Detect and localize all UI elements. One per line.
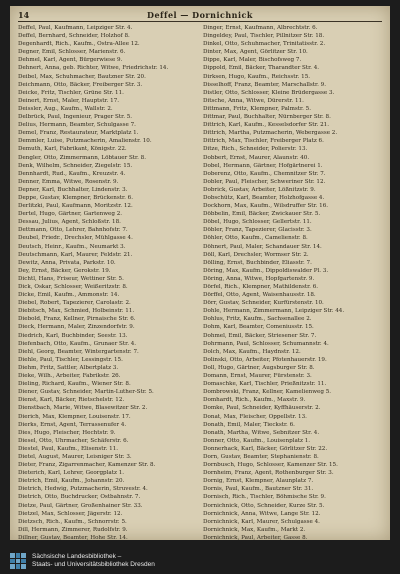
directory-entry: Doll, Hugo, Gärtner, Augsburger Str. 8. bbox=[203, 364, 315, 371]
directory-page bbox=[10, 6, 390, 540]
directory-entry: Donath, Martha, Witwe, Sebnitzer Str. 4. bbox=[203, 429, 320, 436]
directory-entry: Derlitzki, Paul, Kaufmann, Moritzstr. 12. bbox=[18, 203, 133, 210]
directory-entry: Dornbusch, Hugo, Schlosser, Kamenzer Str. 15. bbox=[203, 462, 338, 469]
directory-entry: Deissler, Aug., Kaufm., Wallstr. 2. bbox=[18, 105, 113, 112]
directory-entry: Dobrick, Gustav, Arbeiter, Lößnitzstr. 9. bbox=[203, 186, 316, 193]
directory-entry: Deppe, Gustav, Klempner, Brückenstr. 6. bbox=[18, 194, 133, 201]
directory-entry: Dornisch, Rich., Tischler, Böhmische Str. 9. bbox=[203, 494, 326, 501]
directory-entry: Dietze, Paul, Gärtner, Großenhainer Str. 33. bbox=[18, 502, 143, 509]
directory-entry: Delbrück, Paul, Ingenieur, Prager Str. 5. bbox=[18, 114, 133, 121]
directory-entry: Dinger, Ernst, Kaufmann, Albrechtstr. 6. bbox=[203, 25, 318, 31]
directory-entry: Dietzsch, Rich., Kaufm., Schnorrstr. 5. bbox=[18, 518, 127, 525]
directory-entry: Dichtl, Hans, Friseur, Wettiner Str. 5. bbox=[18, 275, 124, 282]
directory-entry: Dombrowski, Franz, Kellner, Kamelienweg 5. bbox=[203, 389, 332, 396]
directory-entry: Demel, Franz, Restaurateur, Marktplatz 1. bbox=[18, 130, 139, 137]
directory-entry: Dietzel, Max, Schlosser, Jägerstr. 12. bbox=[18, 510, 123, 517]
directory-entry: Dennhardt, Rud., Kaufm., Kreuzstr. 4. bbox=[18, 170, 126, 177]
directory-entry: Dietrich, Hedwig, Putzmacherin, Struvestr. 4. bbox=[18, 486, 148, 493]
directory-entry: Domann, Ernst, Maurer, Fürstenstr. 3. bbox=[203, 373, 312, 380]
directory-entry: Dippe, Karl, Maler, Bischofsweg 7. bbox=[203, 57, 302, 64]
directory-entry: Demuth, Karl, Fabrikant, Königstr. 22. bbox=[18, 146, 127, 153]
directory-entry: Disselhoff, Franz, Beamter, Marschallstr. 9. bbox=[203, 81, 326, 88]
directory-entry: Dobler, Paul, Fleischer, Schweriner Str. 12. bbox=[203, 178, 326, 185]
directory-entry: Dolch, Max, Kaufm., Haydnstr. 12. bbox=[203, 348, 301, 355]
directory-entry: Deutsch, Heinr., Kaufm., Neumarkt 3. bbox=[18, 243, 126, 250]
credit-line-2: Staats- und Universitätsbibliothek Dresden bbox=[32, 561, 155, 568]
directory-entry: Diefenbach, Otto, Kaufm., Grunaer Str. 4. bbox=[18, 340, 137, 347]
directory-entry: Dohlus, Fritz, Kaufm., Sachsenallee 2. bbox=[203, 316, 312, 323]
directory-entry: Dicke, Emil, Kaufm., Ammonstr. 14. bbox=[18, 292, 120, 299]
directory-entry: Dessau, Julius, Agent, Schloßstr. 18. bbox=[18, 219, 121, 226]
directory-entry: Denk, Wilhelm, Schneider, Ziegelstr. 15. bbox=[18, 162, 133, 169]
directory-entry: Deinert, Ernst, Maler, Hauptstr. 17. bbox=[18, 97, 120, 104]
directory-entry: Dieterich, Karl, Lehrer, Georgplatz 1. bbox=[18, 470, 125, 477]
directory-entry: Dobel, Hermann, Gärtner, Hofgärtnerei 1. bbox=[203, 162, 323, 169]
directory-entry: Dewitz, Anna, Privata, Parkstr. 10. bbox=[18, 259, 116, 266]
directory-entry: Döbler, Franz, Tapezierer, Glacisstr. 3. bbox=[203, 227, 312, 234]
directory-entry: Doberenz, Otto, Kaufm., Chemnitzer Str. 7. bbox=[203, 170, 326, 177]
directory-entry: Dornheim, Franz, Agent, Rothenburger Str. 3. bbox=[203, 470, 334, 477]
directory-entry: Dornichnick, Anna, Witwe, Lange Str. 12. bbox=[203, 510, 321, 517]
directory-entry: Döhler, Otto, Kaufm., Camelienstr. 8. bbox=[203, 235, 308, 242]
footer-bar bbox=[0, 543, 400, 574]
directory-entry: Dengler, Otto, Zimmermann, Löbtauer Str. 8. bbox=[18, 154, 147, 161]
directory-columns bbox=[18, 24, 382, 541]
directory-entry: Denner, Emma, Witwe, Rosenstr. 9. bbox=[18, 178, 119, 185]
directory-entry: Dohm, Karl, Beamter, Comeniusstr. 15. bbox=[203, 324, 314, 331]
directory-entry: Ditsche, Anna, Witwe, Dürerstr. 11. bbox=[203, 97, 304, 104]
directory-entry: Dehmel, Karl, Agent, Bürgerwiese 9. bbox=[18, 57, 123, 64]
directory-entry: Dieke, Wilh., Arbeiter, Fabrikstr. 26. bbox=[18, 373, 121, 380]
directory-entry: Dieter, Franz, Zigarrenmacher, Kamenzer Str. 8. bbox=[18, 462, 156, 469]
directory-entry: Degner, Emil, Schlosser, Marienstr. 6. bbox=[18, 49, 126, 56]
directory-entry: Deutschmann, Karl, Maurer, Feldstr. 21. bbox=[18, 251, 133, 258]
directory-entry: Dittrich, Karl, Kaufm., Kesselsdorfer Str. 21. bbox=[203, 122, 329, 129]
directory-entry: Dockhorn, Max, Kaufm., Wilsdruffer Str. 16. bbox=[203, 203, 329, 210]
directory-entry: Dierich, Max, Klempner, Louisenstr. 17. bbox=[18, 413, 131, 420]
directory-entry: Dittmann, Fritz, Klempner, Palmstr. 5. bbox=[203, 105, 311, 112]
directory-entry: Dörr, Gustav, Schneider, Kurfürstenstr. 10. bbox=[203, 300, 324, 307]
directory-entry: Döring, Max, Kaufm., Dippoldiswalder Pl. 3. bbox=[203, 267, 329, 274]
directory-entry: Döring, Anna, Witwe, Hopfgartenstr. 9. bbox=[203, 275, 315, 282]
directory-entry: Dehnert, Anna, geb. Richter, Witwe, Friedrichstr. 14. bbox=[18, 65, 169, 72]
directory-entry: Diehl, Georg, Beamter, Wintergartenstr. 7. bbox=[18, 348, 139, 355]
directory-entry: Depner, Karl, Buchhalter, Lindenstr. 3. bbox=[18, 186, 128, 193]
directory-entry: Dies, Hugo, Fleischer, Hechtstr. 9. bbox=[18, 429, 116, 436]
directory-entry: Dienstbach, Marie, Witwe, Blasewitzer Str. 2. bbox=[18, 405, 148, 412]
directory-entry: Demmler, Luise, Putzmacherin, Amalienstr. 10. bbox=[18, 138, 152, 145]
directory-entry: Delius, Hermann, Beamter, Schulgasse 7. bbox=[18, 122, 136, 129]
directory-entry: Diedrich, Karl, Buchbinder, Seestr. 13. bbox=[18, 332, 128, 339]
directory-entry: Domhardt, Rich., Kaufm., Maxstr. 9. bbox=[203, 397, 306, 404]
directory-entry: Ditze, Rich., Schneider, Polierstr. 13. bbox=[203, 146, 308, 153]
directory-entry: Dörfel, Rich., Klempner, Mathildenstr. 6. bbox=[203, 284, 319, 290]
left-column bbox=[18, 24, 197, 541]
directory-entry: Dornis, Paul, Kaufm., Bautzner Str. 31. bbox=[203, 486, 314, 493]
directory-entry: Dettmann, Otto, Lehrer, Bahnhofstr. 7. bbox=[18, 227, 128, 234]
directory-entry: Deicke, Fritz, Tischler, Grüne Str. 11. bbox=[18, 89, 124, 96]
directory-entry: Deffel, Bernhard, Schneider, Holzhof 8. bbox=[18, 33, 130, 40]
credit-line-1: Sächsische Landesbibliothek – bbox=[32, 553, 122, 560]
directory-entry: Dornichnick, Max, Kaufm., Markt 2. bbox=[203, 526, 306, 533]
directory-entry: Dittrich, Martha, Putzmacherin, Webergasse 2. bbox=[203, 130, 338, 137]
directory-entry: Dieling, Richard, Kaufm., Wiener Str. 8. bbox=[18, 381, 131, 388]
directory-entry: Dertel, Hugo, Gärtner, Gartenweg 2. bbox=[18, 211, 123, 218]
directory-entry: Dienst, Karl, Bäcker, Rietschelstr. 12. bbox=[18, 397, 125, 404]
directory-entry: Dobschütz, Karl, Beamter, Holzhofgasse 4. bbox=[203, 194, 325, 201]
directory-entry: Döbel, Hugo, Schlosser, Gellertstr. 11. bbox=[203, 219, 312, 226]
directory-entry: Distler, Otto, Schlosser, Kleine Brüdergasse 3. bbox=[203, 89, 335, 96]
directory-entry: Dornichnick, Karl, Maurer, Schulgasse 4. bbox=[203, 518, 320, 525]
directory-entry: Dohrmann, Paul, Schlosser, Schumannstr. 4. bbox=[203, 340, 329, 347]
directory-entry: Dorn, Gustav, Beamter, Stephanienstr. 8. bbox=[203, 453, 319, 460]
directory-entry: Dornig, Ernst, Klempner, Alaunplatz 7. bbox=[203, 478, 314, 485]
directory-entry: Diebold, Franz, Kellner, Pirnaische Str. 6. bbox=[18, 316, 136, 323]
directory-entry: Domke, Paul, Schneider, Kyffhäuserstr. 2. bbox=[203, 405, 321, 412]
running-head: Deffel — Dornichnick bbox=[147, 10, 253, 20]
directory-entry: Dey, Ernst, Bäcker, Gerokstr. 19. bbox=[18, 267, 111, 274]
directory-entry: Dippold, Emil, Bäcker, Tharandter Str. 4. bbox=[203, 65, 320, 72]
directory-entry: Dietrich, Otto, Buchdrucker, Ostbahnstr. 7. bbox=[18, 494, 141, 501]
directory-entry: Deffel, Paul, Kaufmann, Leipziger Str. 4. bbox=[18, 25, 133, 31]
directory-entry: Dillner, Gustav, Beamter, Hohe Str. 14. bbox=[18, 534, 128, 541]
library-logo-icon bbox=[10, 553, 26, 569]
directory-entry: Dick, Oskar, Schlosser, Weißeritzstr. 8. bbox=[18, 284, 128, 290]
directory-entry: Döhnert, Paul, Maler, Schandauer Str. 14. bbox=[203, 243, 322, 250]
directory-entry: Dietel, August, Maurer, Leisniger Str. 3. bbox=[18, 453, 132, 460]
directory-entry: Diehle, Paul, Tischler, Lessingstr. 15. bbox=[18, 356, 123, 363]
directory-entry: Dittmar, Paul, Buchhalter, Nürnberger Str. 8. bbox=[203, 114, 331, 121]
directory-entry: Domaschke, Karl, Tischler, Prießnitzstr. 11. bbox=[203, 381, 327, 388]
directory-entry: Dolinski, Otto, Arbeiter, Pfotenhauerstr. 19. bbox=[203, 356, 327, 363]
directory-entry: Diestel, Paul, Kaufm., Elisenstr. 11. bbox=[18, 445, 119, 452]
directory-entry: Donath, Emil, Maler, Tieckstr. 6. bbox=[203, 421, 295, 428]
directory-entry: Dornichnick, Otto, Schneider, Kurze Str. 5. bbox=[203, 502, 325, 509]
directory-entry: Donnerhack, Karl, Bäcker, Görlitzer Str. 22. bbox=[203, 445, 328, 452]
directory-entry: Dieck, Hermann, Maler, Zinzendorfstr. 9. bbox=[18, 324, 135, 331]
right-column bbox=[203, 24, 382, 541]
directory-entry: Dirksen, Hugo, Kaufm., Reichsstr. 15. bbox=[203, 73, 311, 80]
directory-entry: Dornichnick, Paul, Arbeiter, Gasse 8. bbox=[203, 534, 308, 541]
directory-entry: Dörffel, Otto, Agent, Waisenhausstr. 18. bbox=[203, 292, 316, 299]
directory-entry: Diesel, Otto, Uhrmacher, Schäferstr. 6. bbox=[18, 437, 129, 444]
directory-entry: Donner, Otto, Kaufm., Louisenplatz 1. bbox=[203, 437, 311, 444]
directory-entry: Diehm, Fritz, Sattler, Albertplatz 3. bbox=[18, 364, 119, 371]
directory-entry: Dohmel, Emil, Bäcker, Striesener Str. 7. bbox=[203, 332, 317, 339]
page-number: 14 bbox=[18, 10, 30, 20]
directory-entry: Diebel, Robert, Tapezierer, Carolastr. 2. bbox=[18, 300, 131, 307]
directory-entry: Dohle, Hermann, Zimmermann, Leipziger Str. 44. bbox=[203, 308, 345, 315]
directory-entry: Donat, Max, Fleischer, Oppellstr. 13. bbox=[203, 413, 307, 420]
directory-entry: Dill, Hermann, Zimmerer, Rudolfstr. 9. bbox=[18, 526, 128, 533]
directory-entry: Döbbelin, Emil, Bäcker, Zwickauer Str. 5. bbox=[203, 211, 321, 218]
directory-entry: Dölling, Ernst, Buchbinder, Eliasstr. 7. bbox=[203, 259, 312, 266]
directory-entry: Dobbert, Ernst, Maurer, Alaunstr. 40. bbox=[203, 154, 310, 161]
directory-entry: Deichmann, Otto, Bäcker, Freiberger Str. 3. bbox=[18, 81, 143, 88]
directory-entry: Dittrich, Max, Tischler, Freiberger Platz 6. bbox=[203, 138, 324, 145]
directory-entry: Dinter, Max, Agent, Görlitzer Str. 10. bbox=[203, 49, 308, 56]
directory-entry: Dinkel, Otto, Schuhmacher, Trinitatisstr. 2. bbox=[203, 41, 326, 48]
directory-entry: Döll, Karl, Drechsler, Wormser Str. 2. bbox=[203, 251, 309, 258]
directory-entry: Diebitsch, Max, Schmied, Holbeinstr. 11. bbox=[18, 308, 135, 315]
directory-entry: Deibel, Max, Schuhmacher, Bautzner Str. 20. bbox=[18, 73, 146, 80]
directory-entry: Dingeldey, Paul, Tischler, Pillnitzer Str. 18. bbox=[203, 33, 325, 40]
header-rule bbox=[18, 21, 382, 22]
directory-entry: Deubel, Friedr., Drechsler, Mühlgasse 4. bbox=[18, 235, 133, 242]
directory-entry: Degenhardt, Rich., Kaufm., Ostra-Allee 12. bbox=[18, 41, 140, 48]
library-credit bbox=[32, 553, 155, 569]
directory-entry: Dierks, Ernst, Agent, Terrassenufer 4. bbox=[18, 421, 127, 428]
directory-entry: Diener, Gustav, Schneider, Martin-Luther-Str. 5. bbox=[18, 389, 154, 396]
directory-entry: Dietrich, Emil, Kaufm., Johannstr. 20. bbox=[18, 478, 125, 485]
